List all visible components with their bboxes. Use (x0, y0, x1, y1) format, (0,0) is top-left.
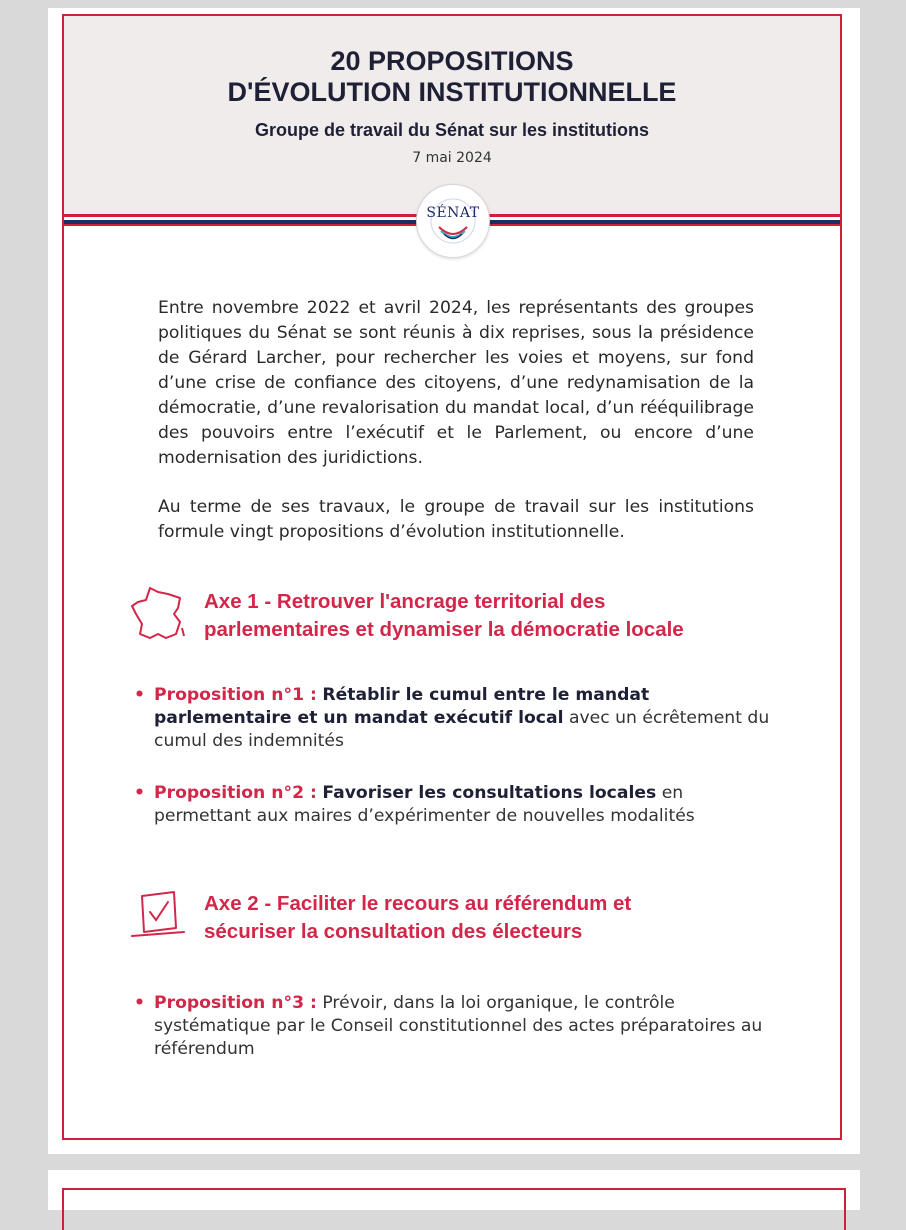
next-page-frame (62, 1188, 846, 1230)
axe-1-title (204, 588, 824, 644)
next-page-sheet (48, 1170, 860, 1210)
title-line-2: D'ÉVOLUTION INSTITUTIONNELLE (227, 77, 677, 107)
proposition-label: Proposition n°1 : (154, 685, 317, 705)
page-title (64, 46, 840, 108)
france-map-icon (128, 584, 188, 644)
proposition-1 (134, 684, 774, 753)
title-line-1: 20 PROPOSITIONS (330, 46, 574, 76)
axe-2-line-2: sécuriser la consultation des électeurs (204, 920, 583, 943)
bullet: • (134, 993, 145, 1013)
proposition-bold: Rétablir le cumul entre le mandat parlementaire et un mandat exécutif local (154, 685, 650, 728)
date: 7 mai 2024 (412, 150, 492, 166)
intro (158, 296, 754, 569)
intro-paragraph-2: Au terme de ses travaux, le groupe de travail sur les institutions formule vingt propositions d’évolution institutionnelle. (158, 497, 754, 542)
axe-2-title (204, 890, 824, 946)
axe-1-line-2: parlementaires et dynamiser la démocratie locale (204, 618, 684, 641)
subtitle: Groupe de travail du Sénat sur les institutions (254, 120, 650, 140)
intro-paragraph-1: Entre novembre 2022 et avril 2024, les représentants des groupes politiques du Sénat se sont réunis à dix reprises, sous la présidence de Gérard Larcher, pour rechercher les voies et moyens, sur fond d’une crise de confiance des citoyens, d’une redynamisation de la démocratie, d’une revalorisation du mandat local, d’un rééquilibrage des pouvoirs entre l’exécutif et le Parlement, ou encore d’une modernisation des juridictions. (158, 298, 754, 468)
page-sheet (48, 8, 860, 1154)
document-frame (62, 14, 842, 1140)
proposition-text: avec un écrêtement du cumul des indemnités (154, 708, 770, 751)
bullet: • (134, 783, 145, 803)
axe-1-line-1: Axe 1 - Retrouver l'ancrage territorial des (204, 590, 606, 613)
senat-logo (416, 184, 490, 258)
bullet: • (134, 685, 145, 705)
proposition-3 (134, 992, 774, 1061)
proposition-label: Proposition n°3 : (154, 993, 317, 1013)
ballot-box-icon (128, 888, 188, 944)
proposition-2 (134, 782, 774, 828)
proposition-bold: Favoriser les consultations locales (322, 783, 657, 803)
senat-logo-swirl (417, 185, 489, 257)
proposition-text: Prévoir, dans la loi organique, le contrôle systématique par le Conseil constitutionnel des actes préparatoires au référendum (154, 993, 763, 1059)
logo-text: SÉNAT (426, 205, 480, 221)
proposition-text: en permettant aux maires d’expérimenter de nouvelles modalités (154, 783, 695, 826)
axe-2-line-1: Axe 2 - Faciliter le recours au référendum et (204, 892, 632, 915)
proposition-label: Proposition n°2 : (154, 783, 317, 803)
